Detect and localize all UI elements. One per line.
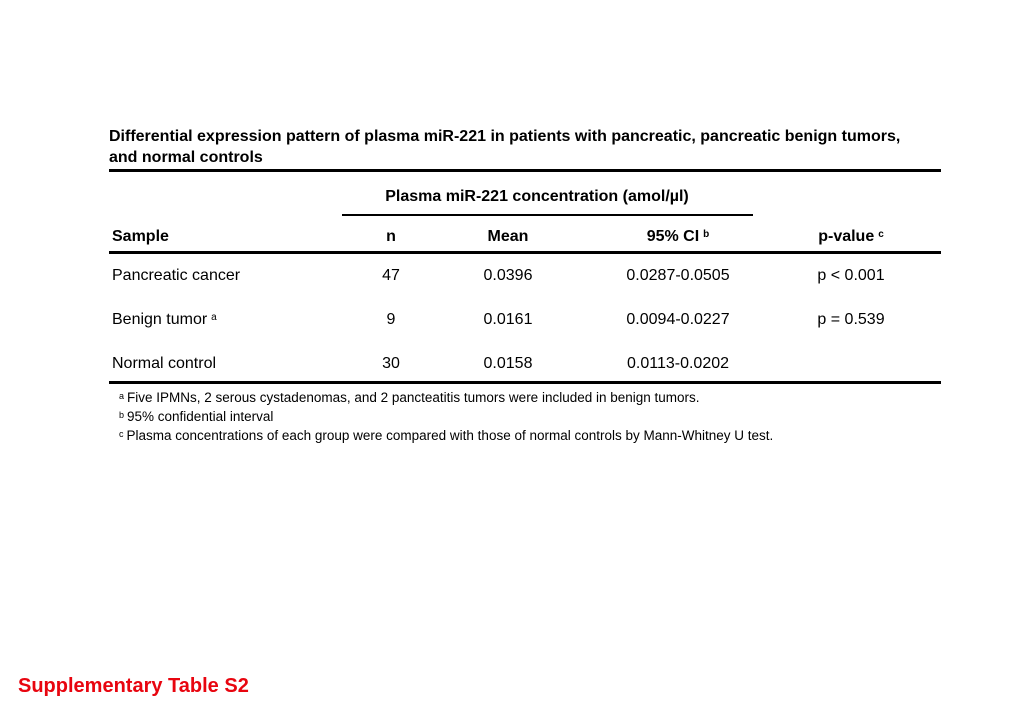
cell-pvalue: p = 0.539 (817, 311, 885, 328)
supplementary-table-label: Supplementary Table S2 (18, 675, 249, 697)
col-header-mean: Mean (487, 228, 529, 245)
ci-footnote-mark: b (703, 229, 710, 240)
cell-pvalue: p < 0.001 (817, 267, 885, 284)
cell-n: 30 (382, 355, 400, 372)
header-rule (109, 251, 941, 254)
footnote (119, 426, 773, 445)
cell-sample: Normal control (112, 355, 217, 372)
footnote-text: Plasma concentrations of each group were compared with those of normal controls by Mann-Whitney U test. (126, 428, 774, 443)
cell-sample (112, 310, 217, 330)
table-caption: Differential expression pattern of plasma miR-221 in patients with pancreatic, pancreatic benign tumors, and normal controls (109, 128, 901, 166)
col-header-sample: Sample (112, 228, 169, 245)
cell-mean: 0.0158 (483, 355, 533, 372)
col-header-n: n (386, 228, 396, 245)
cell-sample: Pancreatic cancer (112, 267, 241, 284)
footnote-mark: b (119, 410, 125, 420)
cell-sample-label: Benign tumor (112, 311, 208, 328)
cell-ci: 0.0113-0.0202 (626, 355, 730, 372)
bottom-rule (109, 381, 941, 384)
top-rule (109, 169, 941, 172)
col-header-ci-label: 95% CI (646, 228, 700, 245)
group-header-rule (342, 214, 753, 216)
col-header-pvalue (818, 227, 884, 247)
footnote-mark: a (119, 391, 125, 401)
footnote-text: 95% confidential interval (127, 409, 274, 424)
cell-ci: 0.0287-0.0505 (626, 267, 730, 284)
footnote-mark: c (119, 429, 124, 439)
cell-n: 47 (382, 267, 400, 284)
cell-ci: 0.0094-0.0227 (626, 311, 730, 328)
footnote-text: Five IPMNs, 2 serous cystadenomas, and 2 pancteatitis tumors were included in benign tumors. (127, 390, 700, 405)
group-header: Plasma miR-221 concentration (amol/µl) (385, 188, 689, 205)
cell-n: 9 (386, 311, 396, 328)
sample-footnote-mark: a (211, 312, 217, 323)
col-header-ci (647, 227, 710, 247)
col-header-pvalue-label: p-value (818, 228, 875, 245)
footnote (119, 388, 700, 407)
cell-mean: 0.0161 (483, 311, 533, 328)
footnote (119, 407, 273, 426)
cell-mean: 0.0396 (483, 267, 533, 284)
pvalue-footnote-mark: c (878, 229, 884, 240)
